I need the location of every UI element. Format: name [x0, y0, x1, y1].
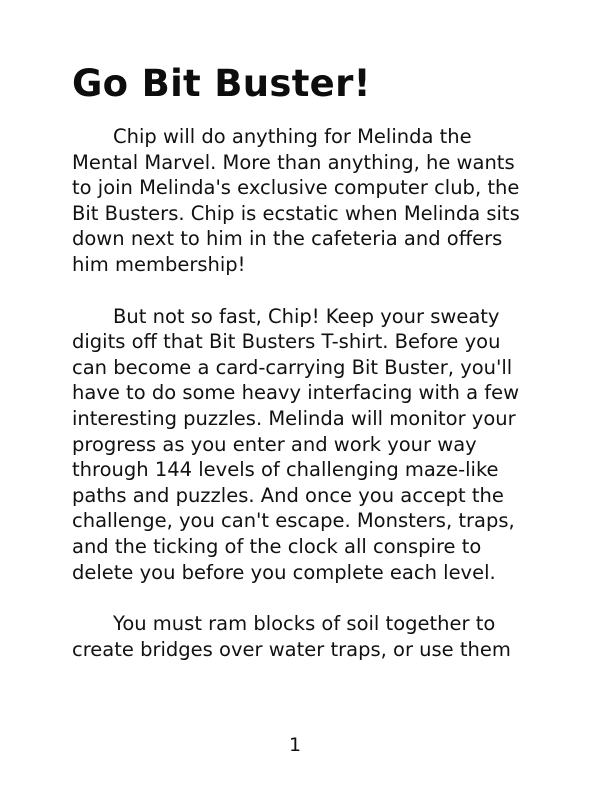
paragraph-line: But not so fast, Chip! Keep your sweaty: [113, 304, 500, 328]
paragraph-line: Bit Busters. Chip is ecstatic when Melinda sits: [72, 201, 520, 225]
paragraph-line: can become a card-carrying Bit Buster, you'll: [72, 355, 513, 379]
paragraph-line: and the ticking of the clock all conspire to: [72, 534, 482, 558]
paragraph-line: challenge, you can't escape. Monsters, traps,: [72, 509, 515, 533]
paragraph-line: him membership!: [72, 252, 246, 276]
paragraph-3: [72, 611, 542, 662]
paragraph-line: down next to him in the cafeteria and offers: [72, 227, 503, 251]
paragraph-line: digits off that Bit Busters T-shirt. Before you: [72, 330, 501, 354]
paragraph-line: to join Melinda's exclusive computer club, the: [72, 176, 520, 200]
paragraph-line: interesting puzzles. Melinda will monitor your: [72, 406, 516, 430]
paragraph-line: progress as you enter and work your way: [72, 432, 477, 456]
paragraph-line: delete you before you complete each level.: [72, 560, 496, 584]
paragraph-line: Chip will do anything for Melinda the: [113, 125, 472, 148]
page-number: 1: [288, 734, 302, 756]
paragraph-1: [72, 124, 542, 278]
body-text: [72, 124, 542, 688]
paragraph-line: You must ram blocks of soil together to: [113, 612, 496, 636]
paragraph-line: have to do some heavy interfacing with a few: [72, 381, 520, 405]
paragraph-line: through 144 levels of challenging maze-like: [72, 458, 499, 482]
page-title: Go Bit Buster!: [72, 62, 371, 105]
paragraph-line: create bridges over water traps, or use them: [72, 637, 511, 661]
paragraph-line: paths and puzzles. And once you accept the: [72, 483, 504, 507]
paragraph-line: Mental Marvel. More than anything, he wants: [72, 150, 515, 174]
paragraph-2: [72, 304, 542, 586]
